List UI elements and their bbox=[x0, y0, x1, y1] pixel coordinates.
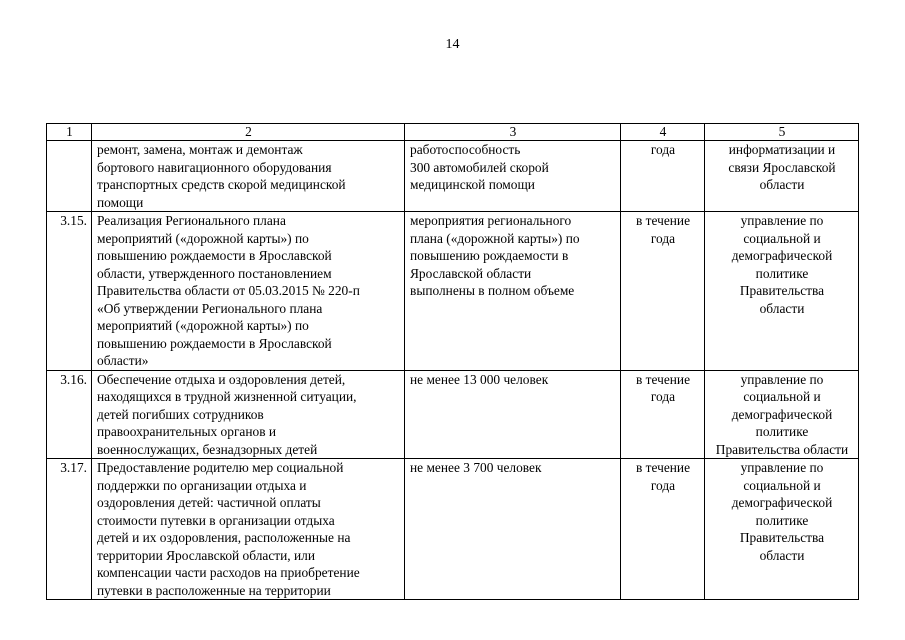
result-cell-line: плана («дорожной карты») по bbox=[410, 230, 580, 246]
measure-cell-line: находящихся в трудной жизненной ситуации, bbox=[97, 389, 357, 404]
deadline-cell bbox=[621, 459, 705, 600]
responsible-cell-line: демографической bbox=[731, 495, 833, 510]
responsible-cell bbox=[705, 459, 859, 600]
row-number-cell: 3.16. bbox=[47, 370, 92, 459]
responsible-cell bbox=[705, 370, 859, 459]
responsible-cell-line: информатизации и bbox=[728, 142, 836, 157]
measure-cell bbox=[92, 370, 405, 459]
page-number: 14 bbox=[445, 37, 460, 52]
measure-cell-line: Реализация Регионального плана bbox=[97, 213, 286, 228]
result-cell-line: работоспособность bbox=[410, 142, 521, 157]
result-cell-line: Ярославской области bbox=[410, 265, 532, 281]
responsible-cell-line: связи Ярославской bbox=[728, 159, 836, 175]
plan-table bbox=[46, 123, 859, 600]
deadline-cell bbox=[621, 141, 705, 212]
measure-cell-line: военнослужащих, безнадзорных детей bbox=[97, 441, 318, 457]
measure-cell-line: путевки в расположенные на территории bbox=[97, 582, 331, 598]
responsible-cell-line: политике bbox=[755, 265, 809, 281]
measure-cell-line: транспортных средств скорой медицинской bbox=[97, 177, 346, 192]
responsible-cell-line: области bbox=[759, 300, 805, 316]
measure-cell bbox=[92, 141, 405, 212]
responsible-cell bbox=[705, 141, 859, 212]
deadline-cell bbox=[621, 370, 705, 459]
measure-cell-line: области, утвержденного постановлением bbox=[97, 265, 332, 281]
measure-cell-line: компенсации части расходов на приобретение bbox=[97, 565, 360, 580]
measure-cell-line: повышению рождаемости в Ярославской bbox=[97, 335, 332, 351]
responsible-cell-line: демографической bbox=[731, 248, 833, 263]
measure-cell-line: мероприятий («дорожной карты») по bbox=[97, 230, 309, 246]
measure-cell-line: ремонт, замена, монтаж и демонтаж bbox=[97, 142, 303, 157]
deadline-cell-line: в течение bbox=[635, 213, 691, 228]
measure-cell-line: «Об утверждении Регионального плана bbox=[97, 300, 323, 316]
deadline-cell bbox=[621, 212, 705, 371]
deadline-cell-line: в течение bbox=[635, 460, 691, 475]
row-number-cell bbox=[47, 141, 92, 212]
measure-cell-line: Правительства области от 05.03.2015 № 220-п bbox=[97, 283, 360, 298]
responsible-cell-line: социальной и bbox=[743, 477, 821, 493]
deadline-cell-line: года bbox=[650, 477, 676, 493]
row-number-cell: 3.15. bbox=[47, 212, 92, 371]
measure-cell-line: Предоставление родителю мер социальной bbox=[97, 460, 344, 475]
responsible-cell-line: социальной и bbox=[743, 389, 821, 404]
responsible-cell bbox=[705, 212, 859, 371]
measure-cell-line: территории Ярославской области, или bbox=[97, 547, 316, 563]
responsible-cell-line: политике bbox=[755, 512, 809, 528]
result-cell bbox=[405, 370, 621, 459]
measure-cell-line: бортового навигационного оборудования bbox=[97, 159, 332, 175]
deadline-cell-line: в течение bbox=[635, 371, 691, 387]
responsible-cell-line: социальной и bbox=[743, 230, 821, 246]
table-header-row bbox=[47, 124, 859, 141]
header-col-5: 5 bbox=[705, 124, 859, 141]
measure-cell-line: оздоровления детей: частичной оплаты bbox=[97, 495, 321, 510]
measure-cell-line: поддержки по организации отдыха и bbox=[97, 477, 307, 493]
result-cell bbox=[405, 459, 621, 600]
header-col-3: 3 bbox=[405, 124, 621, 141]
measure-cell-line: детей и их оздоровления, расположенные на bbox=[97, 530, 351, 545]
table-row bbox=[47, 370, 859, 459]
result-cell-line: не менее 13 000 человек bbox=[410, 371, 549, 387]
result-cell-line: 300 автомобилей скорой bbox=[410, 159, 549, 175]
measure-cell-line: детей погибших сотрудников bbox=[97, 406, 264, 422]
measure-cell-line: Обеспечение отдыха и оздоровления детей, bbox=[97, 371, 346, 387]
responsible-cell-line: управление по bbox=[740, 460, 824, 475]
result-cell bbox=[405, 212, 621, 371]
result-cell-line: не менее 3 700 человек bbox=[410, 460, 542, 475]
responsible-cell-line: демографической bbox=[731, 406, 833, 422]
responsible-cell-line: управление по bbox=[740, 213, 824, 228]
measure-cell-line: области» bbox=[97, 353, 149, 368]
measure-cell-line: стоимости путевки в организации отдыха bbox=[97, 512, 335, 528]
deadline-cell-line: года bbox=[650, 142, 676, 157]
responsible-cell-line: Правительства bbox=[739, 283, 825, 298]
measure-cell bbox=[92, 212, 405, 371]
row-number-cell: 3.17. bbox=[47, 459, 92, 600]
measure-cell-line: мероприятий («дорожной карты») по bbox=[97, 318, 309, 333]
table-row bbox=[47, 212, 859, 371]
responsible-cell-line: области bbox=[759, 547, 805, 563]
responsible-cell-line: Правительства области bbox=[715, 441, 849, 457]
table-row bbox=[47, 141, 859, 212]
responsible-cell-line: Правительства bbox=[739, 530, 825, 545]
result-cell-line: повышению рождаемости в bbox=[410, 248, 569, 263]
measure-cell bbox=[92, 459, 405, 600]
responsible-cell-line: области bbox=[759, 177, 805, 192]
result-cell-line: мероприятия регионального bbox=[410, 213, 572, 228]
deadline-cell-line: года bbox=[650, 389, 676, 404]
header-col-4: 4 bbox=[621, 124, 705, 141]
measure-cell-line: повышению рождаемости в Ярославской bbox=[97, 248, 332, 263]
table-row bbox=[47, 459, 859, 600]
responsible-cell-line: политике bbox=[755, 424, 809, 439]
result-cell-line: выполнены в полном объеме bbox=[410, 283, 575, 298]
header-col-2: 2 bbox=[92, 124, 405, 141]
measure-cell-line: помощи bbox=[97, 194, 144, 210]
responsible-cell-line: управление по bbox=[740, 371, 824, 387]
deadline-cell-line: года bbox=[650, 230, 676, 246]
result-cell bbox=[405, 141, 621, 212]
header-col-1: 1 bbox=[47, 124, 92, 141]
result-cell-line: медицинской помощи bbox=[410, 177, 535, 192]
measure-cell-line: правоохранительных органов и bbox=[97, 424, 277, 439]
